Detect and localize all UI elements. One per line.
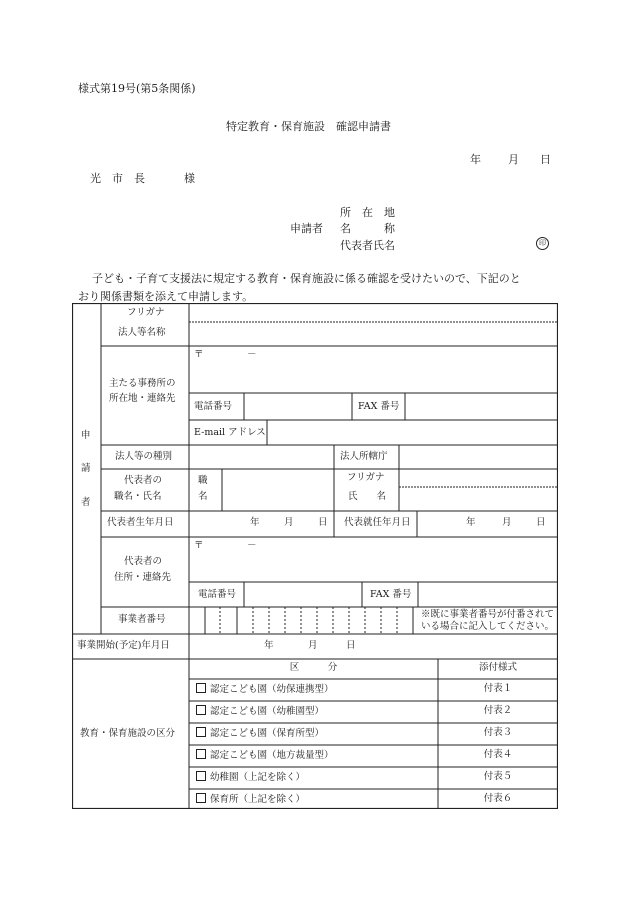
rep-addr-label-1: 代表者の xyxy=(124,556,163,567)
corp-name-label: 法人等名称 xyxy=(118,327,166,338)
furigana-label: フリガナ xyxy=(127,307,165,318)
form-number: 様式第19号(第5条関係) xyxy=(78,82,196,95)
rep-start-label: 代表就任年月日 xyxy=(344,517,411,528)
business-start-year-label: 年 xyxy=(264,640,274,651)
attached-form-2: 付表２ xyxy=(483,705,513,716)
rep-postal-dash: － xyxy=(247,540,257,551)
corp-type-label: 法人等の種別 xyxy=(115,451,173,462)
category-label: 教育・保育施設の区分 xyxy=(80,728,176,739)
body-text-line-1: 子ども・子育て支援法に規定する教育・保育施設に係る確認を受けたいので、下記のと xyxy=(92,272,521,285)
category-row-5[interactable] xyxy=(196,771,305,785)
attached-header: 添付様式 xyxy=(478,662,517,673)
honorific: 様 xyxy=(184,172,195,185)
checkbox-icon[interactable] xyxy=(196,683,206,693)
business-note-line-1: ※既に事業者番号が付番されて xyxy=(421,609,555,620)
category-label-4: 認定こども園（地方裁量型） xyxy=(210,750,334,761)
business-start-day-label: 日 xyxy=(346,640,356,651)
office-postal-mark: 〒 xyxy=(194,349,204,360)
seal-mark: 印 xyxy=(536,237,549,250)
attached-form-6: 付表６ xyxy=(483,793,513,804)
category-row-6[interactable] xyxy=(196,793,305,807)
office-fax-label: FAX 番号 xyxy=(358,401,400,412)
rep-fax-label: FAX 番号 xyxy=(370,589,412,600)
start-month-label: 月 xyxy=(502,517,512,528)
addressee: 光 市 長 xyxy=(90,172,145,185)
checkbox-icon[interactable] xyxy=(196,749,206,759)
office-label-1: 主たる事務所の xyxy=(109,378,176,389)
category-label-5: 幼稚園（上記を除く） xyxy=(210,772,306,783)
category-label-6: 保育所（上記を除く） xyxy=(210,794,306,805)
rep-phone-label: 電話番号 xyxy=(198,589,237,600)
business-note-line-2: いる場合に記入してください。 xyxy=(421,621,555,632)
form-title: 特定教育・保育施設 確認申請書 xyxy=(226,120,391,133)
date-year-label: 年 xyxy=(470,153,481,166)
category-row-2[interactable] xyxy=(196,705,324,719)
applicant-address-label: 所 在 地 xyxy=(340,206,395,219)
office-label-2: 所在地・連絡先 xyxy=(109,393,176,404)
rep-postal-mark: 〒 xyxy=(194,540,204,551)
attached-form-5: 付表５ xyxy=(483,771,513,782)
applicant-name-label: 名 称 xyxy=(340,222,395,235)
category-row-3[interactable] xyxy=(196,727,324,741)
category-label-2: 認定こども園（幼稚園型） xyxy=(210,706,325,717)
furigana-field[interactable] xyxy=(190,305,558,322)
division-header: 区 分 xyxy=(289,662,338,673)
start-date-label: 事業開始(予定)年月日 xyxy=(77,640,170,651)
birth-year-label: 年 xyxy=(250,517,260,528)
checkbox-icon[interactable] xyxy=(196,705,206,715)
applicant-vertical-label-1: 申 xyxy=(81,430,91,441)
office-phone-label: 電話番号 xyxy=(194,401,233,412)
rep-label-1: 代表者の xyxy=(124,475,163,486)
category-row-4[interactable] xyxy=(196,749,334,763)
date-month-label: 月 xyxy=(508,153,519,166)
birth-day-label: 日 xyxy=(318,517,328,528)
rep-label-2: 職名・氏名 xyxy=(114,491,162,502)
attached-form-3: 付表３ xyxy=(483,727,513,738)
representative-name-label: 代表者氏名 xyxy=(340,239,395,252)
rep-birth-label: 代表者生年月日 xyxy=(107,517,174,528)
checkbox-icon[interactable] xyxy=(196,793,206,803)
attached-form-1: 付表１ xyxy=(483,683,513,694)
applicant-label: 申請者 xyxy=(290,222,323,235)
category-row-1[interactable] xyxy=(196,683,334,697)
business-number-label: 事業者番号 xyxy=(118,614,166,625)
applicant-vertical-label-3: 者 xyxy=(81,497,91,508)
checkbox-icon[interactable] xyxy=(196,727,206,737)
applicant-vertical-label-2: 請 xyxy=(81,463,91,474)
date-day-label: 日 xyxy=(540,153,551,166)
corp-authority-label: 法人所轄庁 xyxy=(340,451,388,462)
start-year-label: 年 xyxy=(466,517,476,528)
office-postal-dash: － xyxy=(247,349,257,360)
email-label: E-mail アドレス xyxy=(194,427,266,438)
rep-addr-label-2: 住所・連絡先 xyxy=(114,572,172,583)
corp-name-field[interactable] xyxy=(190,323,558,345)
body-text-line-2: おり関係書類を添えて申請します。 xyxy=(78,290,254,303)
rep-furigana-label: フリガナ xyxy=(347,472,385,483)
category-label-1: 認定こども園（幼保連携型） xyxy=(210,684,334,695)
business-start-month-label: 月 xyxy=(308,640,318,651)
rep-post-label-2: 名 xyxy=(198,491,208,502)
application-table xyxy=(72,303,558,809)
birth-month-label: 月 xyxy=(284,517,294,528)
attached-form-4: 付表４ xyxy=(483,749,513,760)
rep-person-name-label: 氏 名 xyxy=(348,491,387,502)
start-day-label: 日 xyxy=(536,517,546,528)
rep-post-label-1: 職 xyxy=(198,475,208,486)
checkbox-icon[interactable] xyxy=(196,771,206,781)
category-label-3: 認定こども園（保育所型） xyxy=(210,728,325,739)
